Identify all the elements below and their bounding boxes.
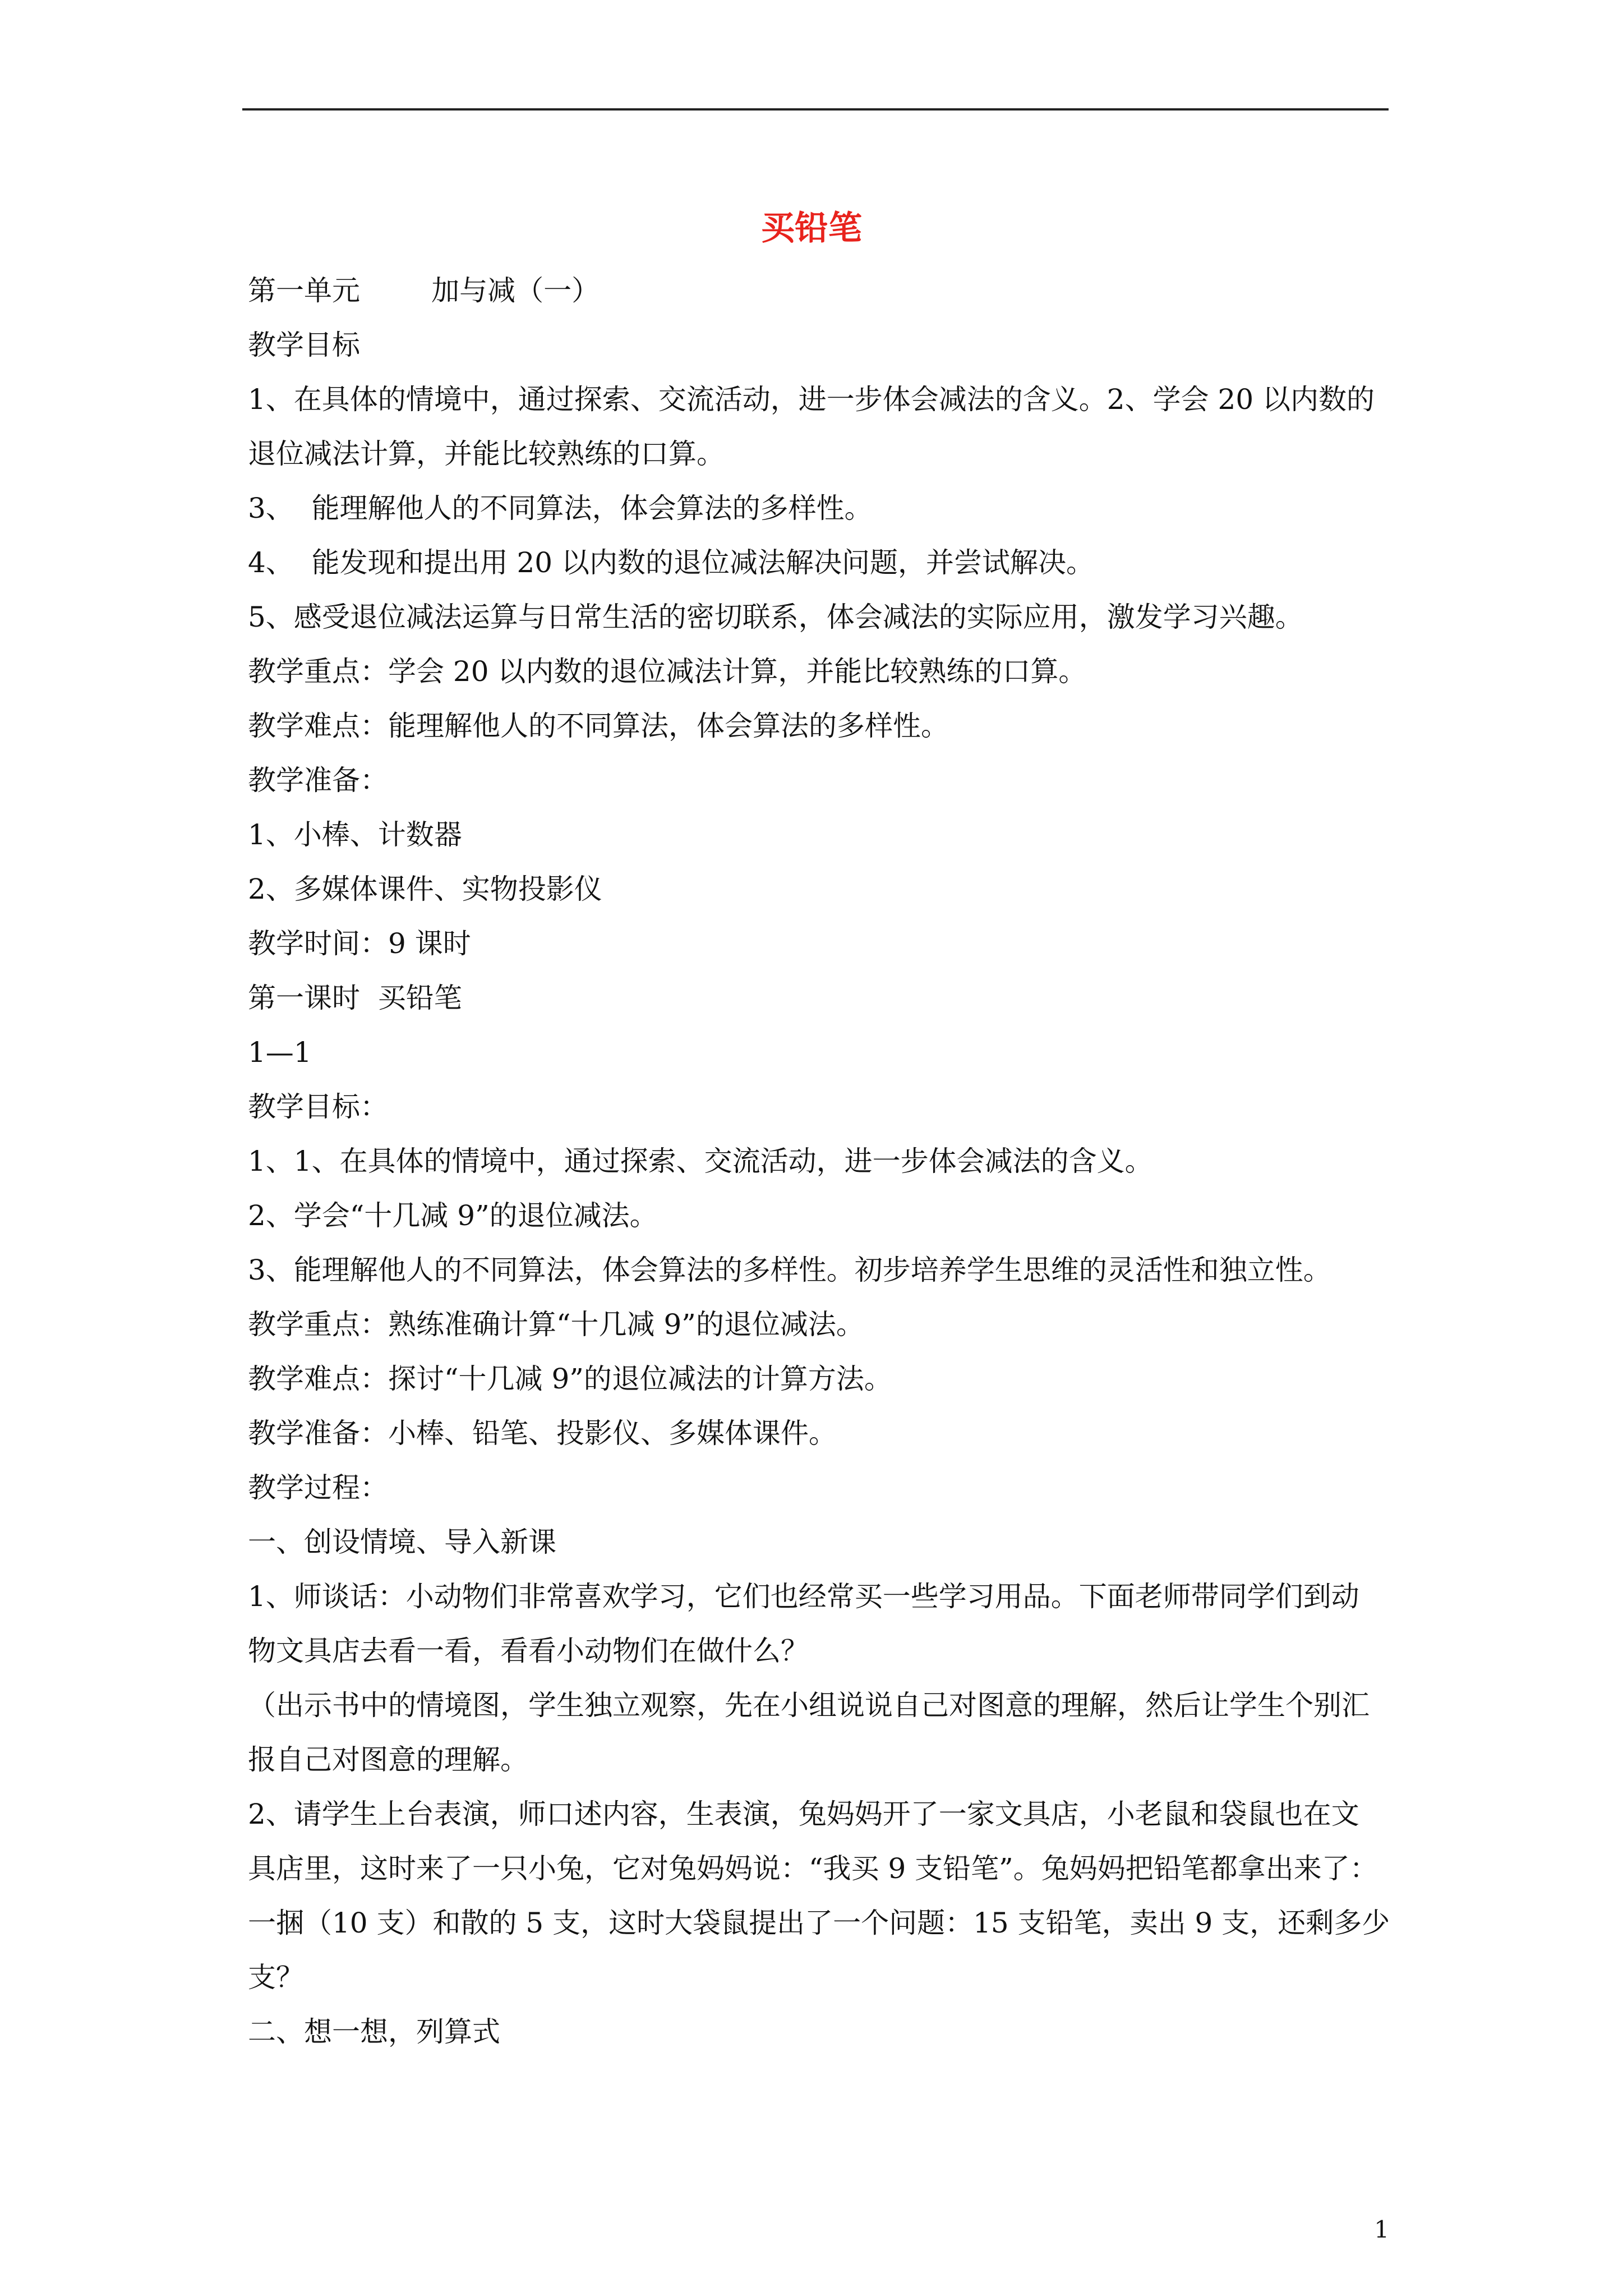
text-line: 教学重点：学会 20 以内数的退位减法计算，并能比较熟练的口算。 [248,655,1087,688]
header-rule [242,108,1389,111]
text-line: 3、能理解他人的不同算法，体会算法的多样性。初步培养学生思维的灵活性和独立性。 [248,1254,1331,1286]
page-number: 1 [1374,2216,1389,2243]
document-body [248,264,1392,2059]
text-line: 教学难点：探讨“十几减 9”的退位减法的计算方法。 [248,1363,892,1395]
text-line: 4、 能发现和提出用 20 以内数的退位减法解决问题，并尝试解决。 [248,546,1095,579]
text-line: 教学过程： [248,1471,388,1504]
text-line: 支？ [248,1961,304,1994]
text-line: 物文具店去看一看，看看小动物们在做什么？ [248,1635,809,1667]
text-line: 报自己对图意的理解。 [248,1743,528,1776]
text-line: 1、小棒、计数器 [248,818,462,851]
text-line: 教学重点：熟练准确计算“十几减 9”的退位减法。 [248,1308,864,1341]
text-line: 教学准备： [248,764,388,797]
text-line: 教学时间：9 课时 [248,927,471,960]
text-line: 2、学会“十几减 9”的退位减法。 [248,1199,658,1232]
text-line: 一、创设情境、导入新课 [248,1526,556,1558]
text-line: 第一课时 买铅笔 [248,982,462,1014]
text-line: 教学目标： [248,1091,388,1123]
text-line: 5、感受退位减法运算与日常生活的密切联系，体会减法的实际应用，激发学习兴趣。 [248,601,1303,633]
text-line: 一捆（10 支）和散的 5 支，这时大袋鼠提出了一个问题：15 支铅笔，卖出 9 支，还剩多少 [248,1907,1390,1939]
text-line: 2、多媒体课件、实物投影仪 [248,873,602,905]
text-line: 1、师谈话：小动物们非常喜欢学习，它们也经常买一些学习用品。下面老师带同学们到动 [248,1580,1359,1613]
text-line: 退位减法计算，并能比较熟练的口算。 [248,438,725,470]
text-line: 1、1、在具体的情境中，通过探索、交流活动，进一步体会减法的含义。 [248,1145,1153,1177]
text-line: 二、想一想，列算式 [248,2016,500,2048]
text-line: 1、在具体的情境中，通过探索、交流活动，进一步体会减法的含义。2、学会 20 以内数的 [248,383,1375,416]
text-line: 1—1 [248,1036,312,1069]
text-line: 具店里，这时来了一只小兔，它对兔妈妈说：“我买 9 支铅笔”。兔妈妈把铅笔都拿出来了： [248,1852,1378,1885]
document-title: 买铅笔 [761,209,862,248]
text-line: 教学准备：小棒、铅笔、投影仪、多媒体课件。 [248,1417,837,1450]
text-line: 3、 能理解他人的不同算法，体会算法的多样性。 [248,492,873,524]
text-line: 第一单元 加与减（一） [248,274,600,307]
text-line: 教学难点：能理解他人的不同算法，体会算法的多样性。 [248,710,949,742]
text-line: 教学目标 [248,329,360,361]
text-line: （出示书中的情境图，学生独立观察，先在小组说说自己对图意的理解，然后让学生个别汇 [248,1689,1370,1722]
text-line: 2、请学生上台表演，师口述内容，生表演，兔妈妈开了一家文具店，小老鼠和袋鼠也在文 [248,1798,1359,1830]
